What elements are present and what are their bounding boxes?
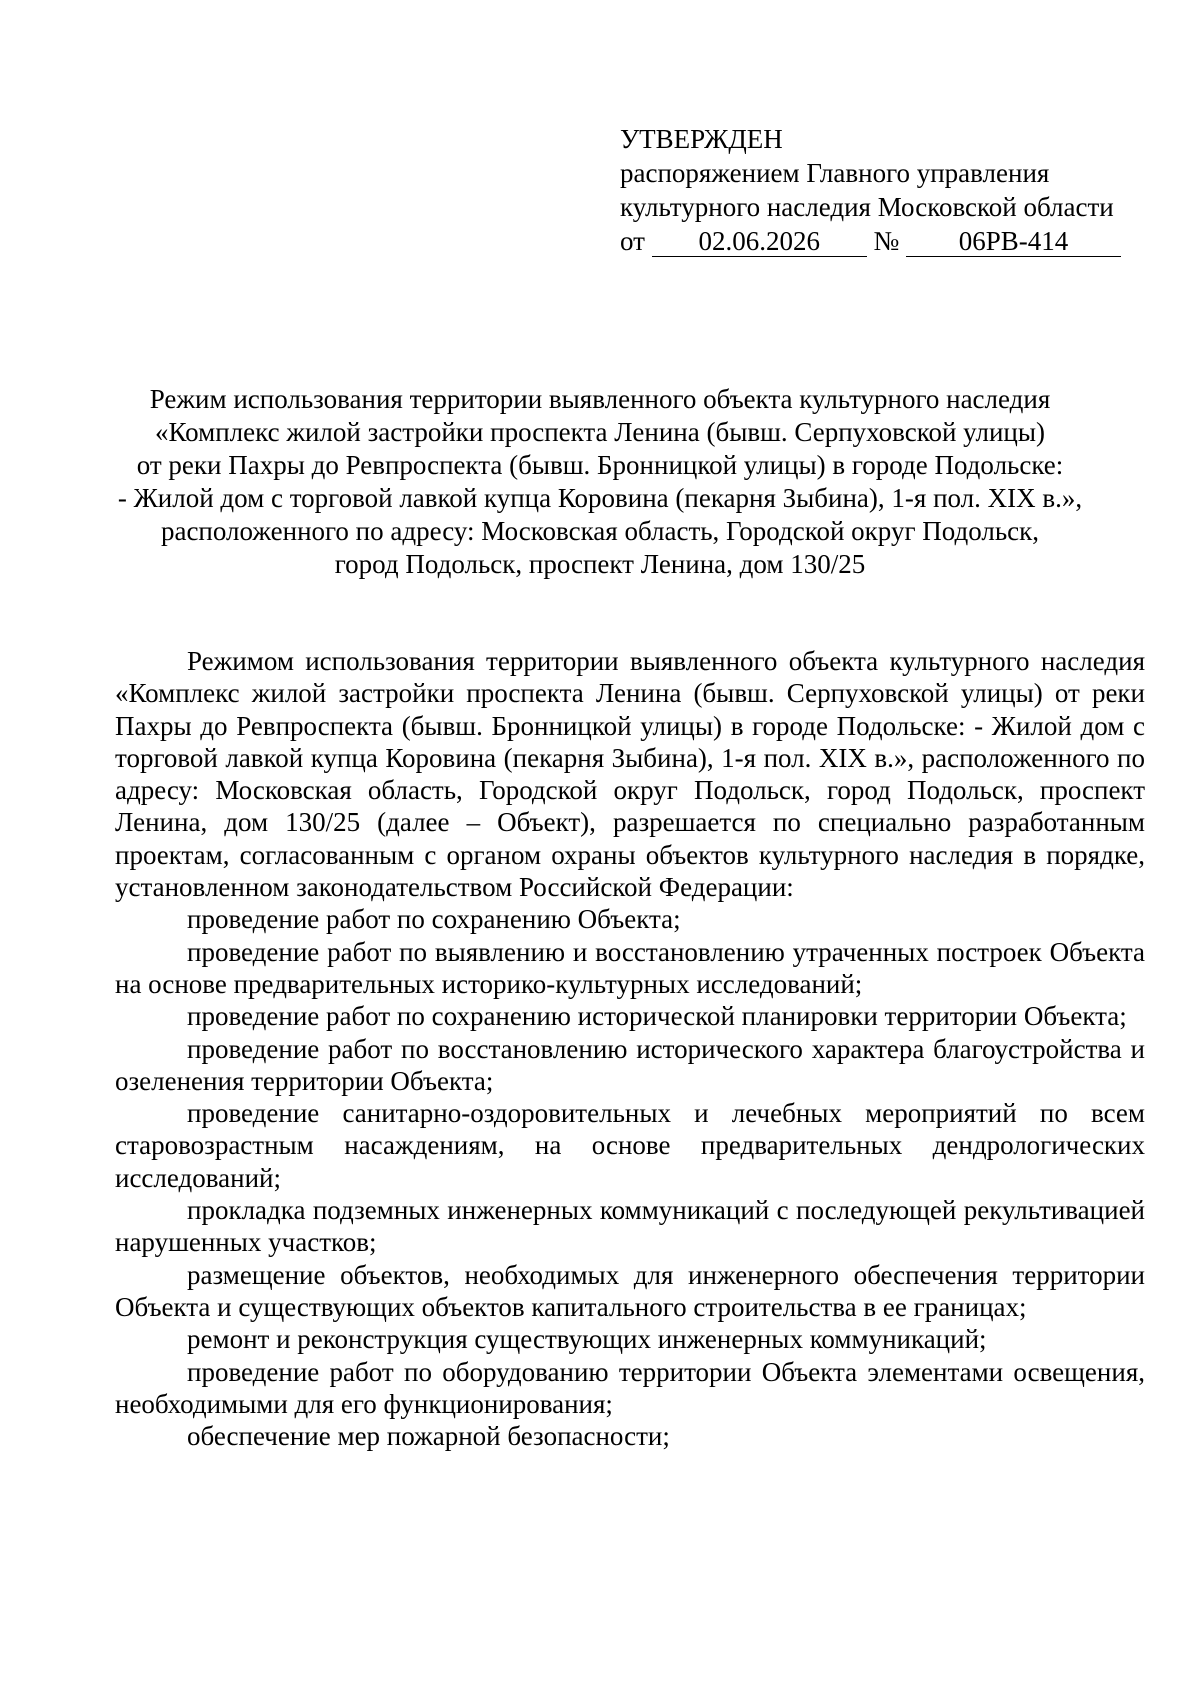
approval-line-2: культурного наследия Московской области [620, 192, 1114, 222]
approval-number: 06РВ-414 [906, 226, 1121, 257]
title-line: «Комплекс жилой застройки проспекта Ленина (бывш. Серпуховской улицы) [155, 417, 1045, 447]
list-item: размещение объектов, необходимых для инженерного обеспечения территории Объекта и существующих объектов капитального строительства в ее границах; [115, 1259, 1145, 1322]
number-prefix: № [873, 226, 900, 256]
list-item: проведение работ по сохранению исторической планировки территории Объекта; [187, 1001, 1127, 1032]
approval-block [620, 122, 1121, 258]
title-line: - Жилой дом с торговой лавкой купца Коровина (пекарня Зыбина), 1-я пол. XIX в.», [117, 483, 1083, 513]
approval-date: 02.06.2026 [652, 226, 867, 257]
title-line: Режим использования территории выявленного объекта культурного наследия [149, 384, 1051, 414]
date-prefix: от [620, 226, 645, 256]
title-line: от реки Пахры до Ревпроспекта (бывш. Бронницкой улицы) в городе Подольске: [136, 450, 1064, 480]
title-line: расположенного по адресу: Московская область, Городской округ Подольск, [160, 516, 1040, 546]
list-item: проведение работ по оборудованию территории Объекта элементами освещения, необходимыми для его функционирования; [115, 1356, 1145, 1419]
list-item: проведение работ по сохранению Объекта; [187, 904, 681, 935]
list-item: проведение санитарно-оздоровительных и лечебных мероприятий по всем старовозрастным насаждениям, на основе предварительных дендрологических исследований; [115, 1098, 1145, 1193]
list-item: прокладка подземных инженерных коммуникаций с последующей рекультивацией нарушенных участков; [115, 1195, 1145, 1258]
body-paragraph: Режимом использования территории выявленного объекта культурного наследия «Комплекс жилой застройки проспекта Ленина (бывш. Серпуховской улицы) от реки Пахры до Ревпроспекта (бывш. Бронницкой улицы) в городе Подольске: - Жилой дом с торговой лавкой купца Коровина (пекарня Зыбина), 1-я пол. XIX в.», расположенного по адресу: Московская область, Городской округ Подольск, город Подольск, проспект Ленина, дом 130/25 (далее – Объект), разрешается по специально разработанным проектам, согласованным с органом охраны объектов культурного наследия в порядке, установленном законодательством Российской Федерации: [115, 646, 1145, 903]
list-item: обеспечение мер пожарной безопасности; [187, 1421, 670, 1452]
approval-status: УТВЕРЖДЕН [620, 124, 783, 154]
list-item: ремонт и реконструкция существующих инженерных коммуникаций; [187, 1324, 987, 1355]
document-body [115, 645, 1145, 1452]
approval-date-row [620, 224, 1121, 258]
list-item: проведение работ по выявлению и восстановлению утраченных построек Объекта на основе предварительных историко-культурных исследований; [115, 936, 1145, 999]
list-item: проведение работ по восстановлению исторического характера благоустройства и озеленения территории Объекта; [115, 1033, 1145, 1096]
title-line: город Подольск, проспект Ленина, дом 130/25 [334, 549, 866, 579]
approval-line-1: распоряжением Главного управления [620, 158, 1050, 188]
document-title [100, 383, 1100, 581]
